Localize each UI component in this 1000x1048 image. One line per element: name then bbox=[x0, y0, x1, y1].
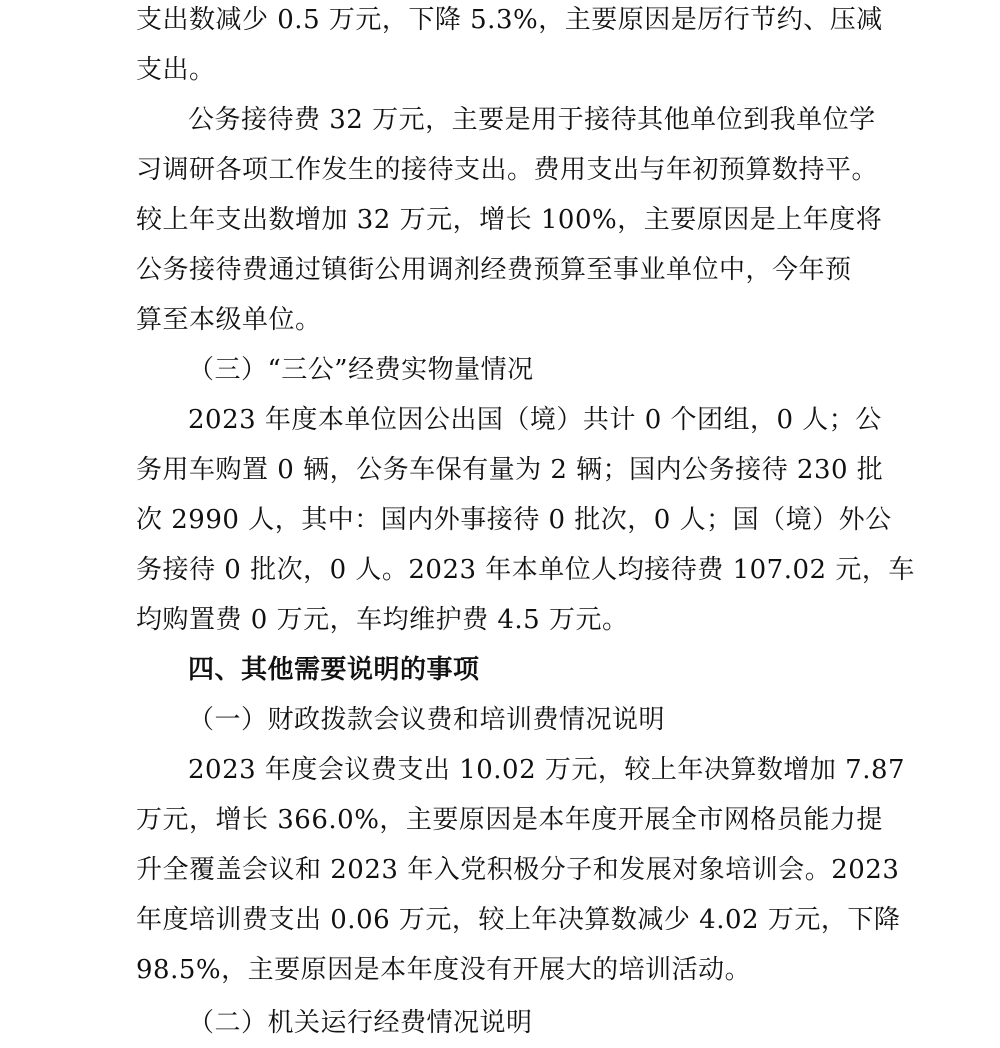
text-line: 支出。 bbox=[136, 55, 216, 85]
paragraph-start-line: 2023 年度会议费支出 10.02 万元，较上年决算数增加 7.87 bbox=[188, 755, 906, 785]
chapter-heading: 四、其他需要说明的事项 bbox=[188, 655, 480, 685]
section-heading: （一）财政拨款会议费和培训费情况说明 bbox=[188, 705, 666, 735]
section-heading: （二）机关运行经费情况说明 bbox=[188, 1008, 533, 1038]
text-line: 务用车购置 0 辆，公务车保有量为 2 辆；国内公务接待 230 批 bbox=[136, 455, 884, 485]
text-line: 较上年支出数增加 32 万元，增长 100%，主要原因是上年度将 bbox=[136, 205, 883, 235]
text-line: 万元，增长 366.0%，主要原因是本年度开展全市网格员能力提 bbox=[136, 805, 883, 835]
paragraph-start-line: 2023 年度本单位因公出国（境）共计 0 个团组，0 人；公 bbox=[188, 405, 882, 435]
paragraph-start-line: 公务接待费 32 万元，主要是用于接待其他单位到我单位学 bbox=[188, 105, 876, 135]
text-line: 习调研各项工作发生的接待支出。费用支出与年初预算数持平。 bbox=[136, 155, 879, 185]
text-line: 公务接待费通过镇街公用调剂经费预算至事业单位中，今年预 bbox=[136, 255, 852, 285]
text-line: 均购置费 0 万元，车均维护费 4.5 万元。 bbox=[136, 605, 629, 635]
section-heading: （三）“三公”经费实物量情况 bbox=[188, 355, 534, 385]
text-line: 升全覆盖会议和 2023 年入党积极分子和发展对象培训会。2023 bbox=[136, 855, 900, 885]
text-line: 算至本级单位。 bbox=[136, 305, 322, 335]
text-line: 支出数减少 0.5 万元，下降 5.3%，主要原因是厉行节约、压减 bbox=[136, 5, 883, 35]
text-line: 年度培训费支出 0.06 万元，较上年决算数减少 4.02 万元，下降 bbox=[136, 905, 901, 935]
text-line: 务接待 0 批次，0 人。2023 年本单位人均接待费 107.02 元，车 bbox=[136, 555, 915, 585]
text-line: 98.5%，主要原因是本年度没有开展大的培训活动。 bbox=[136, 955, 752, 985]
text-line: 次 2990 人，其中：国内外事接待 0 批次，0 人；国（境）外公 bbox=[136, 505, 892, 535]
